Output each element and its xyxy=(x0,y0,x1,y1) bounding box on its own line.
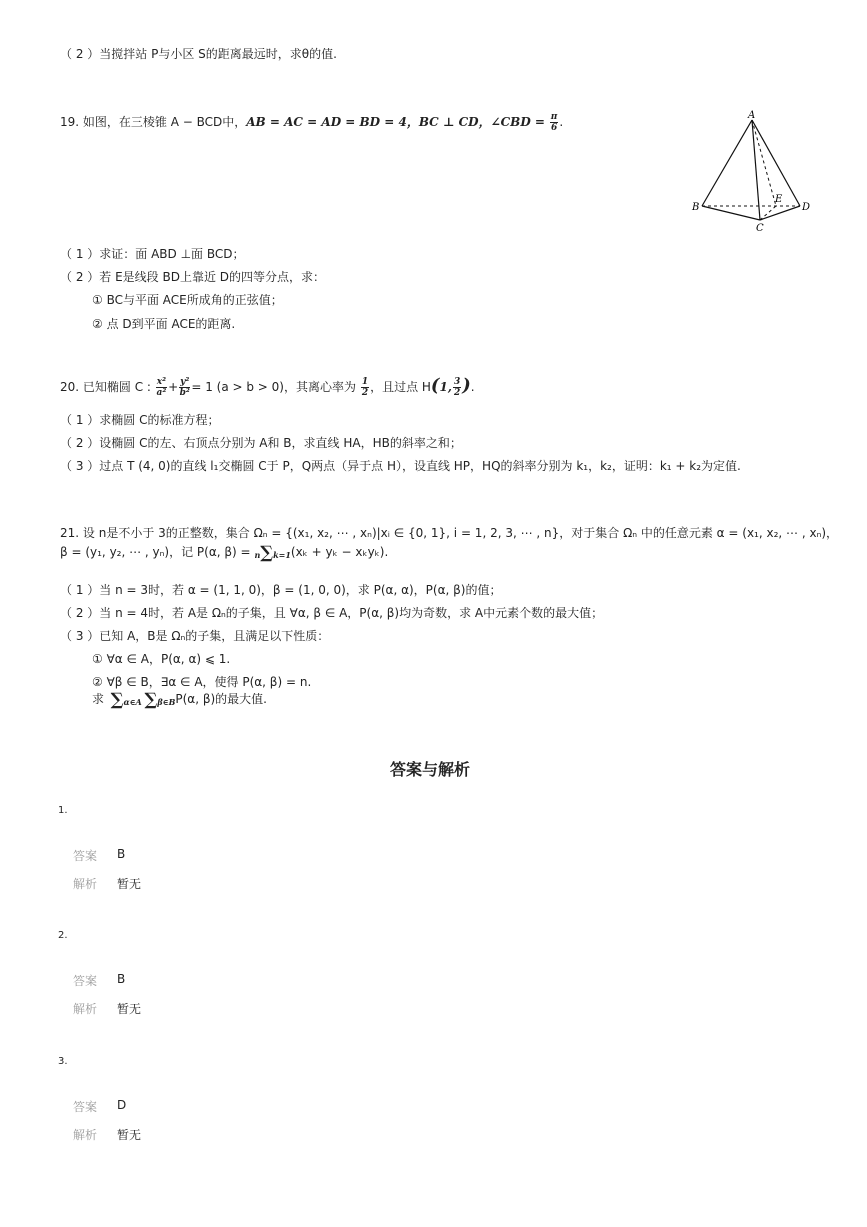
q21-cond2: ② ∀β ∈ B，∃α ∈ A，使得 P(α, β) = n. xyxy=(92,675,312,689)
q20-part2: （ 2 ）设椭圆 C的左、右顶点分别为 A和 B，求直线 HA，HB的斜率之和； xyxy=(60,436,462,450)
q20-pt-x: 1, xyxy=(439,380,452,394)
answer-label: 答案 xyxy=(73,1100,98,1114)
q20-x2: x² xyxy=(156,377,167,387)
edge-ab xyxy=(702,120,752,206)
q20-ecc-den: 2 xyxy=(361,388,369,398)
analysis-value: 暂无 xyxy=(117,1128,142,1142)
answer-value: D xyxy=(117,1098,127,1112)
answer-item-num: 2. xyxy=(58,930,68,941)
analysis-value: 暂无 xyxy=(117,1002,142,1016)
analysis-label: 解析 xyxy=(73,877,98,891)
analysis-label: 解析 xyxy=(73,1002,98,1016)
answers-title: 答案与解析 xyxy=(390,760,471,779)
q20-y-fraction xyxy=(179,377,190,398)
analysis-value: 暂无 xyxy=(117,877,142,891)
tetrahedron-figure xyxy=(690,108,815,236)
answer-label: 答案 xyxy=(73,849,98,863)
q20-stem: 20. 已知椭圆 C : $\frac{\text{x²}}{\text{a²}}$ + $\frac{\text{y²}}{\text{b²}}$ = 1 (a > b > 0)，其离心率为 $\frac{1}{2}$ ，且过点 H(1, $\frac{3}{2}$ ). xyxy=(60,375,475,398)
q21-ask-tail: P(α, β)的最大值. xyxy=(175,692,267,706)
q19-part1: （ 1 ）求证：面 ABD ⊥面 BCD； xyxy=(60,247,245,261)
q19-stem xyxy=(60,112,563,133)
q19-stem-prefix: 19. 如图，在三棱锥 A − BCD中， xyxy=(60,115,247,129)
label-e: E xyxy=(775,194,783,205)
answer-value: B xyxy=(117,972,126,986)
q19-angle-fraction xyxy=(550,112,559,133)
q20-b2: b² xyxy=(179,388,190,398)
answer-item-num: 3. xyxy=(58,1056,68,1067)
q21-sum-bot: k=1 xyxy=(273,549,291,560)
label-c: C xyxy=(756,223,764,234)
q19-frac-den: 6 xyxy=(550,123,558,133)
q21-sum: n∑k=1 xyxy=(254,542,291,563)
label-a: A xyxy=(748,110,756,121)
answer-value: B xyxy=(117,847,126,861)
q21-sum-a: ∑α∈A xyxy=(110,689,142,710)
q21-sum1-bot: α∈A xyxy=(123,696,142,707)
q20-a2: a² xyxy=(156,388,167,398)
q21-part1: （ 1 ）当 n = 3时，若 α = (1, 1, 0)，β = (1, 0, 0)，求 P(α, α)，P(α, β)的值； xyxy=(60,583,502,597)
label-d: D xyxy=(802,202,811,213)
q21-ask xyxy=(92,690,267,708)
q21-line2-prefix: β = (y₁, y₂, ⋯ , yₙ)，记 P(α, β) = xyxy=(60,545,251,559)
edge-ce-hidden xyxy=(760,206,776,220)
q21-part3: （ 3 ）已知 A，B是 Ωₙ的子集，且满足以下性质： xyxy=(60,629,330,643)
q21-ask-prefix: 求 xyxy=(92,692,105,706)
q19-stem-math: AB = AC = AD = BD = 4，BC ⊥ CD，∠CBD = xyxy=(246,115,545,129)
answer-label: 答案 xyxy=(73,974,98,988)
q21-line1: 21. 设 n是不小于 3的正整数，集合 Ωₙ = {(x₁, x₂, ⋯ , xₙ)|xᵢ ∈ {0, 1}, i = 1, 2, 3, ⋯ , n}，对于集合 Ωₙ 中的任意元素 α = (x₁, x₂, ⋯ , xₙ)， xyxy=(60,526,839,540)
q19-frac-num: π xyxy=(550,112,558,122)
q20-part3: （ 3 ）过点 T (4, 0)的直线 l₁交椭圆 C于 P，Q两点（异于点 H），设直线 HP，HQ的斜率分别为 k₁，k₂，证明：k₁ + k₂为定值. xyxy=(60,459,741,473)
q20-end: . xyxy=(470,380,475,394)
q20-ecc-fraction xyxy=(361,377,369,398)
q21-part2: （ 2 ）当 n = 4时，若 A是 Ωₙ的子集，且 ∀α, β ∈ A，P(α, β)均为奇数，求 A中元素个数的最大值； xyxy=(60,606,604,620)
edge-cd xyxy=(760,206,800,220)
edge-bc xyxy=(702,206,760,220)
q21-cond1: ① ∀α ∈ A，P(α, α) ⩽ 1. xyxy=(92,652,231,666)
q19-part2: （ 2 ）若 E是线段 BD上靠近 D的四等分点，求： xyxy=(60,270,326,284)
q21-sum2-bot: β∈B xyxy=(157,696,176,707)
q21-line2-tail: (xₖ + yₖ − xₖyₖ). xyxy=(290,545,389,559)
q21-line2 xyxy=(60,543,388,561)
label-b: B xyxy=(692,202,700,213)
answer-item-num: 1. xyxy=(58,805,68,816)
q18-part2: （ 2 ）当搅拌站 P与小区 S的距离最远时，求θ的值. xyxy=(60,47,337,61)
q20-x-fraction xyxy=(156,377,167,398)
q21-sum-top: n xyxy=(254,549,261,560)
q20-ecc-num: 1 xyxy=(361,377,369,387)
q20-pt-fraction xyxy=(453,377,461,398)
q19-sub1: ① BC与平面 ACE所成角的正弦值； xyxy=(92,293,283,307)
q21-sum-b: ∑β∈B xyxy=(144,689,176,710)
analysis-label: 解析 xyxy=(73,1128,98,1142)
q20-y2: y² xyxy=(180,377,190,387)
q20-part1: （ 1 ）求椭圆 C的标准方程； xyxy=(60,413,220,427)
q20-pt-num: 3 xyxy=(453,377,461,387)
q20-pt-den: 2 xyxy=(453,388,461,398)
q19-stem-end: . xyxy=(559,115,564,129)
q20-pass: ，且过点 H xyxy=(370,380,431,394)
edge-ac xyxy=(752,120,760,220)
q20-eq-tail: = 1 (a > b > 0)，其离心率为 xyxy=(191,380,356,394)
q19-sub2: ② 点 D到平面 ACE的距离. xyxy=(92,317,236,331)
q20-stem-prefix: 20. 已知椭圆 C : xyxy=(60,380,151,394)
